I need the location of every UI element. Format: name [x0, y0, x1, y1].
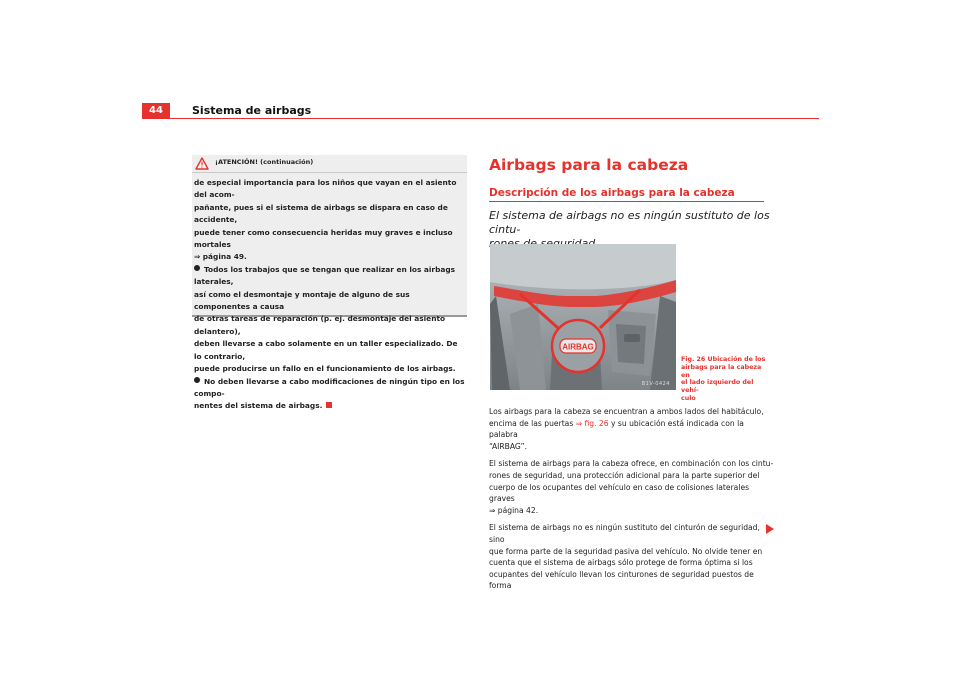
body-line: “AIRBAG”.	[489, 441, 528, 451]
body-line: ocupantes del vehículo llevan los cinturones de seguridad puestos de forma	[489, 569, 754, 591]
caption-line: Fig. 26 Ubicación de los	[681, 356, 766, 363]
subsection-title: Descripción de los airbags para la cabeza	[489, 187, 735, 199]
warning-line: deben llevarse a cabo solamente en un taller especializado. De lo contrario,	[194, 339, 458, 361]
body-line: rones de seguridad, una protección adicional para la parte superior del	[489, 470, 760, 480]
intro-line: El sistema de airbags no es ningún sustituto de los cintu-	[489, 209, 770, 236]
warning-title: ¡ATENCIÓN! (continuación)	[215, 158, 314, 166]
body-line: y su ubicación está indicada con la palabra	[489, 418, 744, 440]
figure-reference-link[interactable]: ⇒ fig. 26	[575, 418, 609, 428]
paragraph	[489, 522, 774, 592]
warning-line: de especial importancia para los niños que vayan en el asiento del acom-	[194, 178, 457, 200]
paragraph	[489, 406, 774, 452]
warning-header	[192, 155, 467, 173]
warning-line: nentes del sistema de airbags.	[194, 401, 323, 411]
section-title: Airbags para la cabeza	[489, 156, 689, 174]
body-text	[489, 406, 774, 598]
header-rule	[142, 118, 819, 119]
car-interior-illustration	[490, 244, 676, 390]
warning-line: puede tener como consecuencia heridas muy graves e incluso mortales	[194, 227, 453, 250]
end-of-section-icon	[326, 402, 332, 408]
page-reference: ⇒ página 42.	[489, 505, 539, 515]
warning-line: de otras tareas de reparación (p. ej. desmontaje del asiento delantero),	[194, 314, 446, 336]
running-title: Sistema de airbags	[192, 104, 312, 117]
warning-line: puede producirse un fallo en el funcionamiento de los airbags.	[194, 364, 456, 374]
body-line: cuerpo de los ocupantes del vehículo en caso de colisiones laterales graves	[489, 482, 750, 504]
caption-line: el lado izquierdo del vehí-	[681, 379, 754, 395]
warning-line: así como el desmontaje y montaje de alguno de sus componentes a causa	[194, 289, 410, 312]
warning-body	[194, 177, 466, 413]
body-line: cuenta que el sistema de airbags sólo protege de forma óptima si los	[489, 558, 753, 568]
continue-arrow-icon	[766, 524, 774, 534]
body-line: encima de las puertas	[489, 418, 576, 428]
body-line: que forma parte de la seguridad pasiva del vehículo. No olvide tener en	[489, 546, 763, 556]
warning-line: No deben llevarse a cabo modificaciones de ningún tipo en los compo-	[194, 376, 465, 398]
caption-line: airbags para la cabeza en	[681, 363, 762, 379]
paragraph	[489, 458, 774, 516]
subsection-rule	[489, 201, 764, 202]
warning-line: Todos los trabajos que se tengan que realizar en los airbags laterales,	[194, 264, 456, 287]
figure-code: B1V-0424	[641, 381, 670, 387]
body-line: El sistema de airbags para la cabeza ofrece, en combinación con los cintu-	[489, 459, 774, 469]
figure-airbag-location	[490, 244, 676, 390]
figure-caption	[681, 356, 769, 403]
body-line: El sistema de airbags no es ningún sustituto del cinturón de seguridad, sino	[489, 523, 760, 544]
warning-line: pañante, pues si el sistema de airbags se dispara en caso de accidente,	[194, 202, 448, 225]
caption-line: culo	[681, 394, 696, 402]
warning-page-ref: ⇒ página 49.	[194, 252, 247, 262]
warning-triangle-icon	[195, 157, 209, 170]
airbag-badge-label: AIRBAG	[562, 342, 594, 352]
page-number: 44	[142, 103, 170, 118]
body-line: Los airbags para la cabeza se encuentran a ambos lados del habitáculo,	[489, 407, 764, 416]
bullet-icon	[194, 265, 200, 271]
bullet-icon	[194, 377, 200, 383]
warning-box	[192, 155, 467, 411]
